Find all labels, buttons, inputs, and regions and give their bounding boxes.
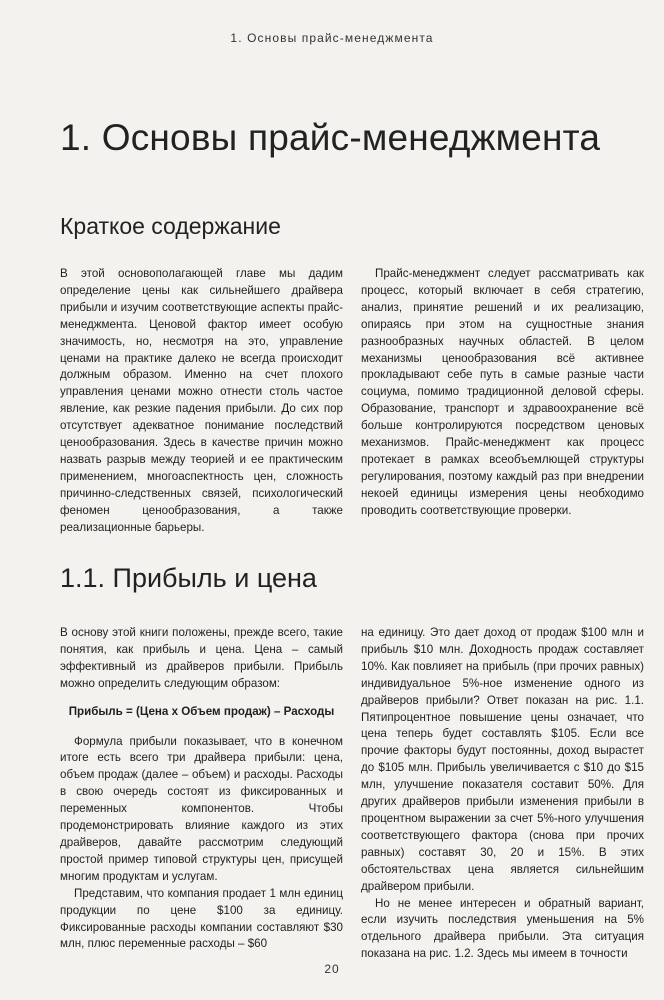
summary-left-column — [60, 266, 343, 537]
section-paragraph-5: Но не менее интересен и обратный вариант, если изучить последствия уменьшения на 5% отдельного драйвера прибыли. Эта ситуация показана на рис. 1.2. Здесь мы имеем в точности — [361, 896, 644, 961]
summary-right-column — [361, 266, 644, 520]
section-paragraph-2: Формула прибыли показывает, что в конечном итоге есть всего три драйвера прибыли: цена, объем продаж (далее – объем) и расходы. Расходы в свою очередь состоят из фиксированных и переменных компонентов. Чтобы продемонстрировать влияние каждого из этих драйверов, давайте рассмотрим следующий простой пример типовой структуры цен, присущей многим продуктам и услугам. — [60, 734, 343, 883]
page-number: 20 — [324, 962, 340, 976]
section-1-1-right-column — [361, 625, 644, 963]
section-paragraph-3: Представим, что компания продает 1 млн единиц продукции по цене $100 за единицу. Фиксированные расходы компании составляют $30 млн, плюс переменные расходы – $60 — [60, 886, 343, 951]
section-1-1-left-column — [60, 625, 343, 953]
profit-formula: Прибыль = (Цена x Объем продаж) – Расходы — [68, 704, 335, 718]
running-header: 1. Основы прайс-менеджмента — [230, 31, 434, 45]
summary-heading: Краткое содержание — [60, 213, 281, 239]
section-paragraph-4: на единицу. Это дает доход от продаж $100 млн и прибыль $10 млн. Доходность продаж составляет 10%. Как повлияет на прибыль (при прочих равных) индивидуальное 5%-ное изменение одного из драйверов прибыли? Ответ показан на рис. 1.1. Пятипроцентное повышение цены означает, что цена теперь будет составлять $105. Если все прочие факторы будут постоянны, доход вырастет до $105 млн. Прибыль увеличивается с $10 до $15 млн, улучшение показателя составит 50%. Для других драйверов прибыли изменения прибыли в процентном выражении за счет 5%-ного улучшения соответствующего фактора (снова при прочих равных) составят 30, 20 и 15%. В этих обстоятельствах цена является сильнейшим драйвером прибыли. — [361, 626, 644, 893]
chapter-title: 1. Основы прайс-менеджмента — [60, 117, 601, 158]
summary-paragraph-right: Прайс-менеджмент следует рассматривать как процесс, который включает в себя стратегию, анализ, принятие решений и их реализацию, опираясь при этом на сущностные знания разнообразных научных областей. В целом механизмы ценообразования всё активнее прокладывают себе путь в самые разные части социума, помимо традиционной деловой сферы. Образование, транспорт и здравоохранение всё больше контролируются посредством ценовых механизмов. Прайс-менеджмент как процесс протекает в рамках всеобъемлющей структуры регулирования, поэтому каждый раз при внедрении некоей единицы измерения цены необходимо проводить соответствующие проверки. — [361, 267, 644, 517]
section-paragraph-1: В основу этой книги положены, прежде всего, такие понятия, как прибыль и цена. Цена – самый эффективный из драйверов прибыли. Прибыль можно определить следующим образом: — [60, 626, 343, 690]
section-1-1-heading: 1.1. Прибыль и цена — [60, 563, 317, 593]
summary-paragraph-left: В этой основополагающей главе мы дадим определение цены как сильнейшего драйвера прибыли и изучим соответствующие аспекты прайс-менеджмента. Ценовой фактор имеет особую значимость, но, несмотря на это, управление ценами на практике далеко не всегда происходит должным образом. Именно на счет плохого управления ценами можно отнести столь частое явление, как резкие падения прибыли. До сих пор отсутствует адекватное понимание последствий ценообразования. Здесь в качестве причин можно назвать разрыв между теорией и ее практическим применением, многоаспектность цен, сложность причинно-следственных связей, психологический феномен ценообразования, а также реализационные барьеры. — [60, 267, 343, 534]
